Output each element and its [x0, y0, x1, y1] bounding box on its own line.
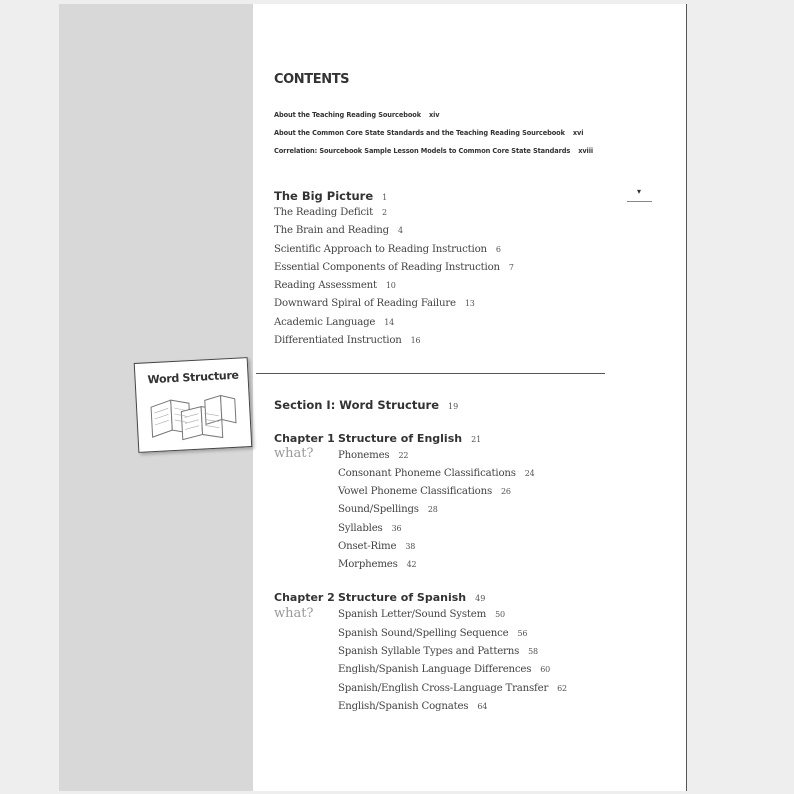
front-matter-item[interactable]: About the Common Core State Standards and the Teaching Reading Sourcebook xvi [274, 129, 584, 137]
toc-item[interactable]: The Brain and Reading 4 [274, 225, 403, 236]
chapter-1-title[interactable]: Structure of English 21 [338, 432, 482, 445]
toc-item[interactable]: The Reading Deficit 2 [274, 207, 387, 218]
toc-item[interactable]: Academic Language 14 [274, 317, 395, 328]
toc-item[interactable]: Phonemes 22 [338, 450, 409, 461]
toc-item[interactable]: Onset-Rime 38 [338, 541, 416, 552]
chapter-1-what: what? [274, 446, 314, 461]
toc-item[interactable]: Vowel Phoneme Classifications 26 [338, 486, 511, 497]
front-matter-item[interactable]: About the Teaching Reading Sourcebook xiv [274, 111, 440, 119]
section-tab-card [134, 357, 253, 453]
chapter-2-title[interactable]: Structure of Spanish 49 [338, 591, 486, 604]
chapter-2-what: what? [274, 606, 314, 621]
toc-item[interactable]: English/Spanish Language Differences 60 [338, 664, 551, 675]
contents-title: CONTENTS [274, 72, 350, 87]
toc-item[interactable]: Essential Components of Reading Instruction 7 [274, 262, 514, 273]
toc-item[interactable]: English/Spanish Cognates 64 [338, 701, 488, 712]
toc-item[interactable]: Sound/Spellings 28 [338, 504, 438, 515]
chapter-2-label: Chapter 2 [274, 591, 335, 604]
margin-marker: ▾ [637, 187, 642, 196]
section-divider [256, 373, 605, 374]
toc-item[interactable]: Spanish Syllable Types and Patterns 58 [338, 646, 538, 657]
toc-item[interactable]: Consonant Phoneme Classifications 24 [338, 468, 535, 479]
margin-marker-line [627, 201, 652, 202]
toc-item[interactable]: Spanish/English Cross-Language Transfer 62 [338, 683, 567, 694]
toc-item[interactable]: Syllables 36 [338, 523, 402, 534]
toc-item[interactable]: Differentiated Instruction 16 [274, 335, 421, 346]
toc-item[interactable]: Spanish Letter/Sound System 50 [338, 609, 505, 620]
toc-item[interactable]: Spanish Sound/Spelling Sequence 56 [338, 628, 528, 639]
section-heading[interactable]: Section I: Word Structure 19 [274, 398, 459, 412]
big-picture-heading[interactable]: The Big Picture 1 [274, 189, 388, 203]
toc-item[interactable]: Morphemes 42 [338, 559, 417, 570]
front-matter-item[interactable]: Correlation: Sourcebook Sample Lesson Models to Common Core State Standards xviii [274, 147, 594, 155]
chapter-1-label: Chapter 1 [274, 432, 335, 445]
right-margin-rule [686, 4, 687, 791]
toc-item[interactable]: Scientific Approach to Reading Instruction 6 [274, 244, 501, 255]
open-books-icon [146, 389, 240, 444]
toc-item[interactable]: Reading Assessment 10 [274, 280, 396, 291]
section-tab-label: Word Structure [147, 368, 240, 387]
toc-item[interactable]: Downward Spiral of Reading Failure 13 [274, 298, 475, 309]
